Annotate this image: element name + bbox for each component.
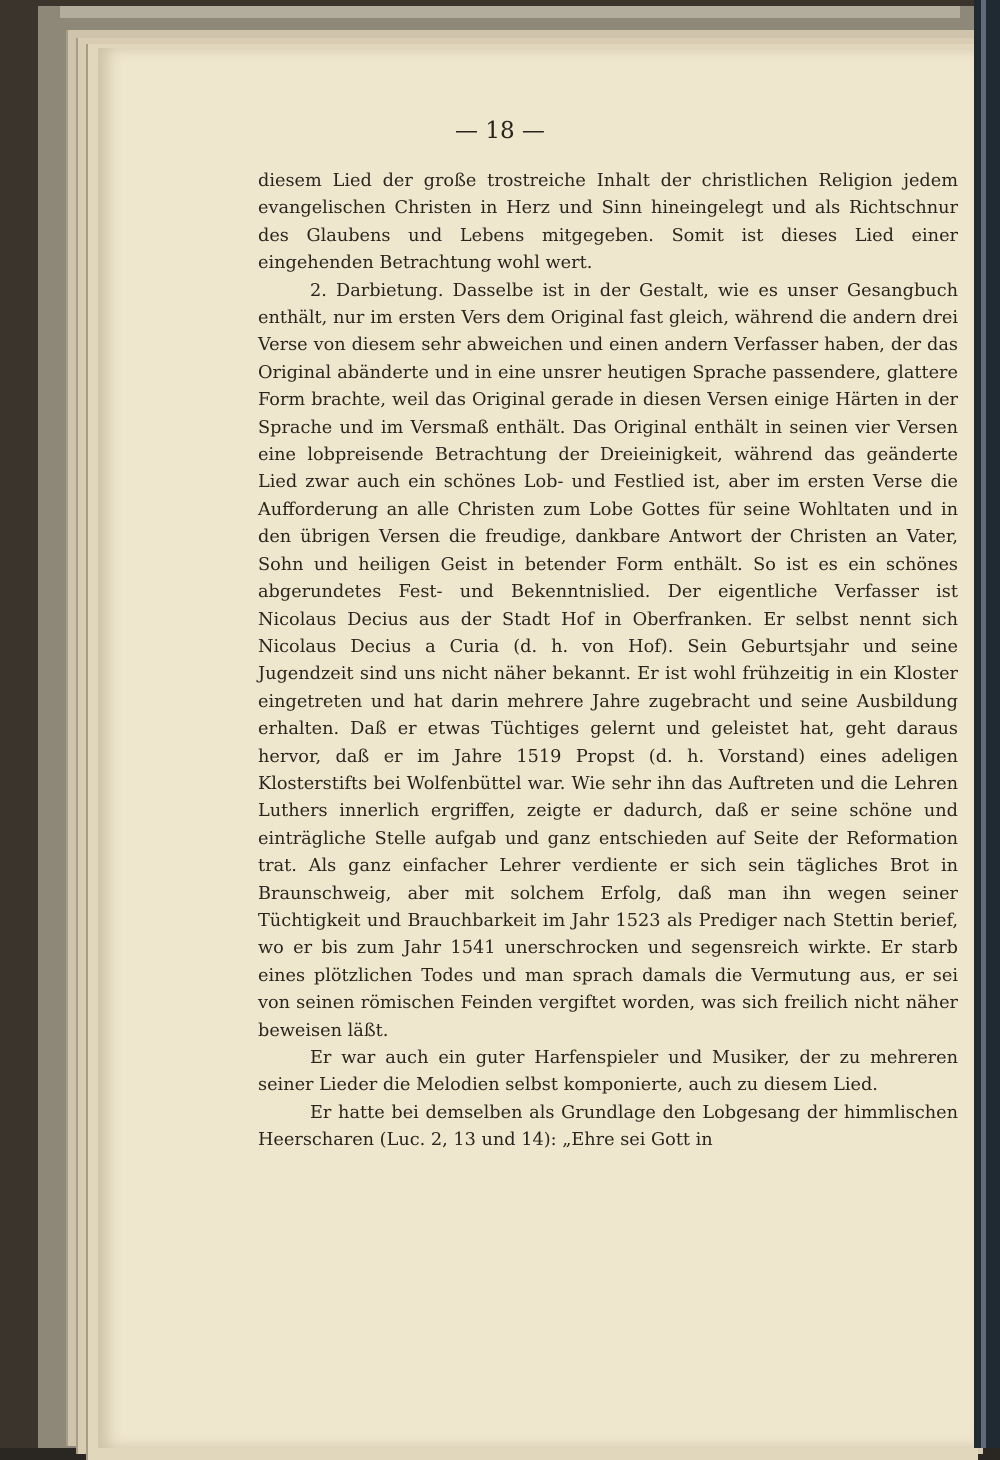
spine-highlight <box>981 0 986 1448</box>
paragraph: 2. Darbietung. Dasselbe ist in der Gestalt, wie es unser Gesangbuch enthält, nur im ersten Vers dem Original fast gleich, während die andern drei Verse von diesem sehr abweichen und einen andern Verfasser haben, der das Original abänderte und in eine unsrer heutigen Sprache passendere, glattere Form brachte, weil das Original gerade in diesen Versen einige Härten in der Sprache und im Versmaß enthält. Das Original enthält in seinen vier Versen eine lobpreisende Betrachtung der Dreieinigkeit, während das geänderte Lied zwar auch ein schönes Lob- und Festlied ist, aber im ersten Verse die Aufforderung an alle Christen zum Lobe Gottes für seine Wohltaten und in den übrigen Versen die freudige, dankbare Antwort der Christen an Vater, Sohn und heiligen Geist in betender Form enthält. So ist es ein schönes abgerundetes Fest- und Bekenntnislied. Der eigentliche Verfasser ist Nicolaus Decius aus der Stadt Hof in Oberfranken. Er selbst nennt sich Nicolaus Decius a Curia (d. h. von Hof). Sein Geburtsjahr und seine Jugendzeit sind uns nicht näher bekannt. Er ist wohl frühzeitig in ein Kloster eingetreten und hat darin mehrere Jahre zugebracht und seine Ausbildung erhalten. Daß er etwas Tüchtiges gelernt und geleistet hat, geht daraus hervor, daß er im Jahre 1519 Propst (d. h. Vorstand) eines adeligen Klosterstifts bei Wolfenbüttel war. Wie sehr ihn das Auftreten und die Lehren Luthers innerlich ergriffen, zeigte er dadurch, daß er seine schöne und einträgliche Stelle aufgab und ganz entschieden auf Seite der Reformation trat. Als ganz einfacher Lehrer verdiente er sich sein tägliches Brot in Braunschweig, aber mit solchem Erfolg, daß man ihn wegen seiner Tüchtigkeit und Brauchbarkeit im Jahr 1523 als Prediger nach Stettin berief, wo er bis zum Jahr 1541 unerschrocken und segensreich wirkte. Er starb eines plötzlichen Todes und man sprach damals die Vermutung aus, er sei von seinen römischen Feinden vergiftet worden, was sich freilich nicht näher beweisen läßt. <box>258 280 958 1041</box>
cover-edge <box>60 6 960 18</box>
paragraph: Er war auch ein guter Harfenspieler und Musiker, der zu mehreren seiner Lieder die Melodien selbst komponierte, auch zu diesem Lied. <box>258 1048 958 1096</box>
body-text <box>258 168 958 1155</box>
page-number: — 18 — <box>455 118 545 144</box>
paragraph: diesem Lied der große trostreiche Inhalt der christlichen Religion jedem evangelischen Christen in Herz und Sinn hineingelegt und als Richtschnur des Glaubens und Lebens mitgegeben. Somit ist dieses Lied einer eingehenden Betrachtung wohl wert. <box>258 171 958 274</box>
paragraph: Er hatte bei demselben als Grundlage den Lobgesang der himmlischen Heerscharen (Luc. 2, 13 und 14): „Ehre sei Gott in <box>258 1102 958 1151</box>
book-spine <box>974 0 1000 1448</box>
